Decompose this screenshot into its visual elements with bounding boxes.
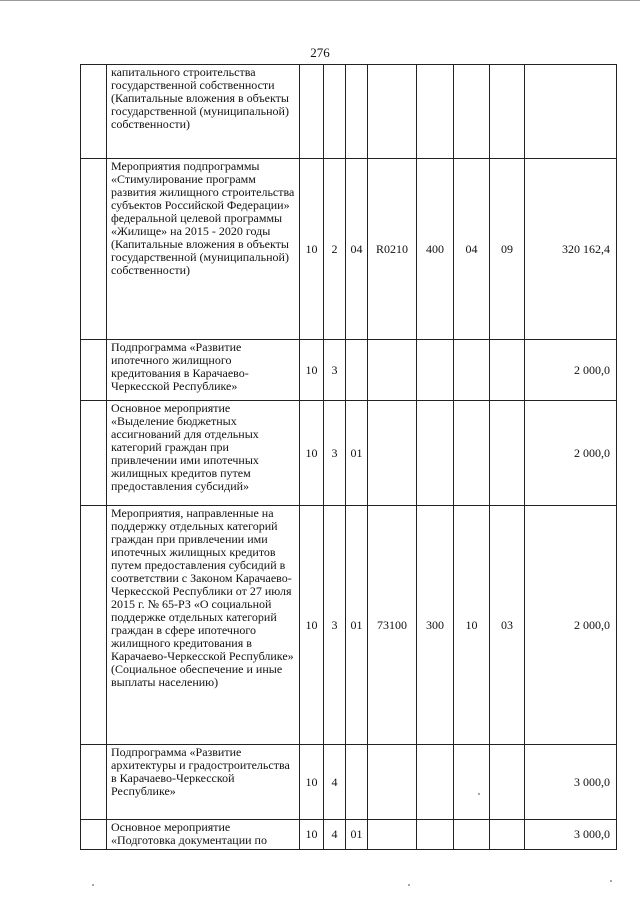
section-cell: 04 [454, 159, 490, 340]
section-cell [454, 340, 490, 401]
section-code-cell: 10 [300, 159, 324, 340]
expense-type-cell: 300 [417, 506, 454, 745]
target-article-cell [368, 745, 417, 820]
event-code-cell: 04 [346, 159, 368, 340]
budget-table [80, 64, 617, 850]
amount-cell: 2 000,0 [525, 340, 617, 401]
subsection-cell: 09 [490, 159, 525, 340]
event-code-cell [346, 65, 368, 159]
item-name-cell: Подпрограмма «Развитие ипотечного жилищного кредитования в Карачаево-Черкесской Республике» [107, 340, 300, 401]
event-code-cell: 01 [346, 401, 368, 506]
scan-speck [92, 884, 94, 886]
table-row [81, 65, 617, 159]
subsection-cell [490, 401, 525, 506]
target-article-cell: R0210 [368, 159, 417, 340]
row-number-cell [81, 745, 107, 820]
event-code-cell [346, 745, 368, 820]
amount-cell: 3 000,0 [525, 745, 617, 820]
item-name-cell: капитального строительства государственной собственности (Капитальные вложения в объекты государственной (муниципальной) собственности) [107, 65, 300, 159]
subsection-code-cell: 4 [324, 745, 346, 820]
amount-cell: 2 000,0 [525, 401, 617, 506]
subsection-code-cell [324, 65, 346, 159]
item-name-cell: Мероприятия подпрограммы «Стимулирование программ развития жилищного строительства субъектов Российской Федерации» федеральной целевой программы «Жилище» на 2015 - 2020 годы (Капитальные вложения в объекты государственной (муниципальной) собственности) [107, 159, 300, 340]
target-article-cell [368, 820, 417, 850]
table-row [81, 340, 617, 401]
event-code-cell: 01 [346, 820, 368, 850]
target-article-cell: 73100 [368, 506, 417, 745]
table-row [81, 745, 617, 820]
section-cell [454, 745, 490, 820]
subsection-cell [490, 745, 525, 820]
expense-type-cell: 400 [417, 159, 454, 340]
scan-speck [610, 880, 612, 882]
target-article-cell [368, 401, 417, 506]
amount-cell [525, 65, 617, 159]
table-row [81, 506, 617, 745]
section-cell [454, 65, 490, 159]
section-code-cell: 10 [300, 820, 324, 850]
expense-type-cell [417, 340, 454, 401]
item-name-cell: Основное мероприятие «Подготовка документации по [107, 820, 300, 850]
subsection-cell [490, 65, 525, 159]
item-name-cell: Основное мероприятие «Выделение бюджетных ассигнований для отдельных категорий граждан при привлечении ими ипотечных жилищных кредитов путем предоставления субсидий» [107, 401, 300, 506]
expense-type-cell [417, 65, 454, 159]
table-row [81, 820, 617, 850]
row-number-cell [81, 65, 107, 159]
subsection-code-cell: 3 [324, 506, 346, 745]
section-cell [454, 401, 490, 506]
expense-type-cell [417, 745, 454, 820]
scan-speck [408, 884, 410, 886]
scan-top-edge [0, 0, 640, 1]
subsection-code-cell: 3 [324, 340, 346, 401]
amount-cell: 2 000,0 [525, 506, 617, 745]
subsection-cell: 03 [490, 506, 525, 745]
section-code-cell [300, 65, 324, 159]
target-article-cell [368, 65, 417, 159]
subsection-code-cell: 4 [324, 820, 346, 850]
row-number-cell [81, 340, 107, 401]
subsection-code-cell: 3 [324, 401, 346, 506]
section-cell: 10 [454, 506, 490, 745]
scan-speck [478, 793, 480, 795]
target-article-cell [368, 340, 417, 401]
event-code-cell [346, 340, 368, 401]
section-cell [454, 820, 490, 850]
row-number-cell [81, 820, 107, 850]
subsection-code-cell: 2 [324, 159, 346, 340]
amount-cell: 320 162,4 [525, 159, 617, 340]
section-code-cell: 10 [300, 340, 324, 401]
row-number-cell [81, 506, 107, 745]
row-number-cell [81, 159, 107, 340]
event-code-cell: 01 [346, 506, 368, 745]
page-number: 276 [310, 45, 330, 60]
expense-type-cell [417, 820, 454, 850]
table-row [81, 401, 617, 506]
section-code-cell: 10 [300, 401, 324, 506]
section-code-cell: 10 [300, 506, 324, 745]
subsection-cell [490, 340, 525, 401]
row-number-cell [81, 401, 107, 506]
amount-cell: 3 000,0 [525, 820, 617, 850]
section-code-cell: 10 [300, 745, 324, 820]
item-name-cell: Мероприятия, направленные на поддержку отдельных категорий граждан при привлечении ими ипотечных жилищных кредитов путем предоставления субсидий в соответствии с Законом Карачаево-Черкесской Республики от 27 июля 2015 г. № 65-РЗ «О социальной поддержке отдельных категорий граждан в сфере ипотечного жилищного кредитования в Карачаево-Черкесской Республике» (Социальное обеспечение и иные выплаты населению) [107, 506, 300, 745]
table-row [81, 159, 617, 340]
subsection-cell [490, 820, 525, 850]
item-name-cell: Подпрограмма «Развитие архитектуры и градостроительства в Карачаево-Черкесской Республике» [107, 745, 300, 820]
expense-type-cell [417, 401, 454, 506]
